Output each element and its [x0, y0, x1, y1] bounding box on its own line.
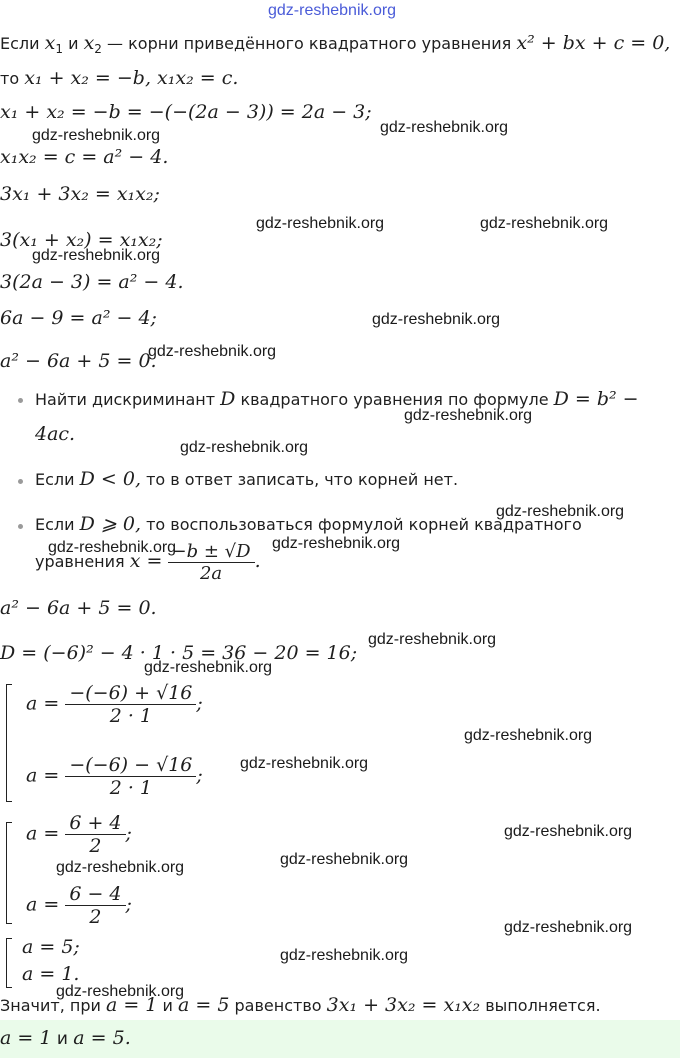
math-line: 3x₁ + 3x₂ = x₁x₂;	[0, 183, 160, 205]
bullet-dot	[18, 398, 23, 403]
discriminant: D = (−6)² − 4 · 1 · 5 = 36 − 20 = 16;	[0, 642, 358, 664]
math-line: x₁x₂ = c = a² − 4.	[0, 146, 169, 168]
intro-text: — корни приведённого квадратного уравнения	[107, 34, 512, 53]
step-text: уравнения	[35, 552, 125, 571]
step-2	[35, 468, 458, 490]
step-text: квадратного уравнения по формуле	[240, 390, 549, 409]
var-x2: x	[83, 32, 95, 54]
math-line: 3(2a − 3) = a² − 4.	[0, 271, 184, 293]
bullet-dot	[18, 479, 23, 484]
fraction-denominator: 2	[89, 835, 102, 857]
watermark: gdz-reshebnik.org	[48, 539, 177, 556]
root-line: a = $\frac{6 - 4}{2}$ ;	[26, 883, 132, 928]
watermark: gdz-reshebnik.org	[504, 919, 633, 936]
condition: D < 0,	[79, 468, 141, 490]
watermark: gdz-reshebnik.org	[404, 407, 533, 424]
watermark: gdz-reshebnik.org	[256, 215, 385, 232]
conclusion-text: равенство	[234, 996, 322, 1015]
watermark: gdz-reshebnik.org	[32, 247, 161, 264]
math-line: x₁ + x₂ = −b = −(−(2a − 3)) = 2a − 3;	[0, 101, 372, 123]
conclusion-text: и	[162, 996, 173, 1015]
step-3-formula: уравнения x = $\frac{-b \pm √D}{2a}$ .	[35, 541, 261, 584]
step-text: Если	[35, 470, 75, 489]
intro-text: и	[68, 34, 79, 53]
conclusion-text: Значит, при	[0, 996, 101, 1015]
fraction-denominator: 2	[89, 906, 102, 928]
watermark: gdz-reshebnik.org	[240, 755, 369, 772]
discriminant-formula: D = b² −	[553, 388, 639, 410]
math-line: 6a − 9 = a² − 4;	[0, 307, 157, 329]
root-line: a = $\frac{-(-6) + √16}{2 \cdot 1}$ ;	[26, 682, 203, 727]
root-lhs: a =	[26, 692, 60, 715]
value-a1: a = 1	[105, 994, 158, 1016]
watermark: gdz-reshebnik.org	[56, 983, 185, 1000]
bullet-dot	[18, 524, 23, 529]
watermark: gdz-reshebnik.org	[480, 215, 609, 232]
watermark-top[interactable]: gdz-reshebnik.org	[268, 2, 397, 19]
answer-a1: a = 1	[0, 1027, 52, 1049]
fraction-denominator: 2 · 1	[109, 777, 153, 799]
fraction-numerator: −(−6) − √16	[65, 754, 196, 777]
intro-line-2	[0, 67, 238, 89]
var-x1: x	[44, 32, 56, 54]
root-formula-fraction	[168, 541, 255, 584]
step-text: то в ответ записать, что корней нет.	[146, 470, 459, 489]
watermark: gdz-reshebnik.org	[32, 127, 161, 144]
watermark: gdz-reshebnik.org	[272, 535, 401, 552]
watermark: gdz-reshebnik.org	[144, 659, 273, 676]
fraction-denominator: 2 · 1	[109, 705, 153, 727]
root-line: a = $\frac{-(-6) - √16}{2 \cdot 1}$ ;	[26, 754, 203, 799]
watermark: gdz-reshebnik.org	[368, 631, 497, 648]
watermark: gdz-reshebnik.org	[280, 947, 409, 964]
result-line: a = 5;	[22, 936, 80, 958]
fraction-numerator: −(−6) + √16	[65, 682, 196, 705]
intro-text: Если	[0, 34, 40, 53]
intro-text: то	[0, 69, 20, 88]
fraction-denominator: 2a	[199, 563, 223, 584]
watermark: gdz-reshebnik.org	[148, 343, 277, 360]
step-1-continuation: 4ac.	[35, 423, 76, 445]
math-line: 3(x₁ + x₂) = x₁x₂;	[0, 229, 163, 251]
intro-line-1	[0, 32, 670, 56]
answer-text: и	[56, 1029, 68, 1049]
watermark: gdz-reshebnik.org	[180, 439, 309, 456]
conclusion-equation: 3x₁ + 3x₂ = x₁x₂	[326, 994, 481, 1016]
step-text: то воспользоваться формулой корней квадратного	[146, 515, 582, 534]
root-line: a = $\frac{6 + 4}{2}$ ;	[26, 812, 132, 857]
value-a2: a = 5	[178, 994, 230, 1016]
formula-lhs: x =	[129, 550, 163, 572]
fraction-numerator: 6 + 4	[65, 812, 125, 835]
root-fraction	[65, 883, 125, 928]
answer	[0, 1027, 131, 1049]
conclusion-text: выполняется.	[485, 996, 601, 1015]
watermark: gdz-reshebnik.org	[504, 823, 633, 840]
root-lhs: a =	[26, 764, 60, 787]
condition: D ⩾ 0,	[79, 513, 141, 535]
watermark: gdz-reshebnik.org	[372, 311, 501, 328]
step-text: Если	[35, 515, 75, 534]
root-fraction	[65, 682, 196, 727]
step-text: Найти дискриминант	[35, 390, 216, 409]
watermark: gdz-reshebnik.org	[464, 727, 593, 744]
math-line: a² − 6a + 5 = 0.	[0, 350, 157, 372]
vieta-formulas: x₁ + x₂ = −b, x₁x₂ = c.	[24, 67, 239, 89]
bracket	[6, 684, 12, 802]
watermark: gdz-reshebnik.org	[56, 859, 185, 876]
answer-a2: a = 5.	[73, 1027, 131, 1049]
root-lhs: a =	[26, 822, 60, 845]
fraction-numerator: −b ± √D	[168, 541, 255, 563]
watermark: gdz-reshebnik.org	[280, 851, 409, 868]
watermark: gdz-reshebnik.org	[380, 119, 509, 136]
root-fraction	[65, 812, 125, 857]
bracket	[6, 938, 12, 988]
equation: a² − 6a + 5 = 0.	[0, 597, 157, 619]
watermark: gdz-reshebnik.org	[496, 503, 625, 520]
fraction-numerator: 6 − 4	[65, 883, 125, 906]
root-fraction	[65, 754, 196, 799]
sub-1: 1	[55, 42, 63, 56]
root-lhs: a =	[26, 893, 60, 916]
var-d: D	[220, 388, 236, 410]
sub-2: 2	[94, 42, 102, 56]
bracket	[6, 822, 12, 924]
result-line: a = 1.	[22, 963, 80, 985]
step-1	[35, 388, 639, 410]
quadratic-equation: x² + bx + c = 0,	[516, 32, 671, 54]
